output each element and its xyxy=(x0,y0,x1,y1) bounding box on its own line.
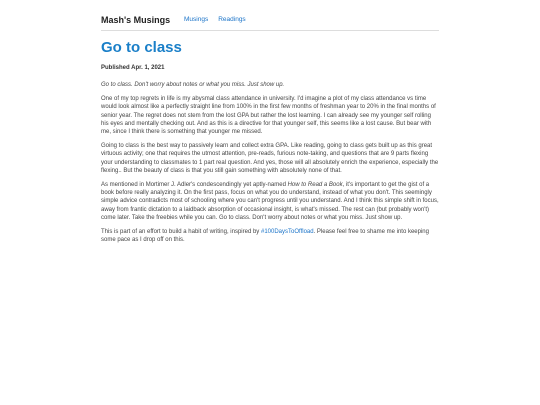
paragraph-4-text-a: This is part of an effort to build a habit of writing, inspired by xyxy=(101,229,261,236)
published-date: Published Apr. 1, 2021 xyxy=(101,65,165,71)
paragraph-1: One of my top regrets in life is my abysmal class attendance in university. I'd imagine a plot of my class attendance vs time would look almost like a perfectly straight line from 100% in the first few months of freshman year to 20% in the final months of senior year. The regret does not stem from the lost GPA but rather the lost learning. I can already see my younger self rolling his eyes and mentally checking out. And as this is a directive for that younger self, this seems like a lost cause. But bear with me, since I think there is something that younger me missed. xyxy=(101,96,436,136)
site-header xyxy=(101,0,439,31)
post-lede: Go to class. Don't worry about notes or what you miss. Just show up. xyxy=(101,82,285,88)
hashtag-link[interactable]: #100DaysToOffload xyxy=(260,229,314,236)
nav-link-musings[interactable]: Musings xyxy=(184,16,209,23)
paragraph-4 xyxy=(101,228,439,244)
page-container xyxy=(101,0,439,244)
site-title[interactable]: Mash's Musings xyxy=(101,15,171,25)
paragraph-3 xyxy=(101,181,439,222)
main-nav xyxy=(184,16,246,23)
paragraph-3-text-b: , it's important to get the gist of a book before really analyzing it. On the first pass, focus on what you do understand, instead of what you don't. This seemingly simple advice contradicts most of schooling where you can't progress until you understand. And I think this simple shift in focus, away from frantic dictation to a laidback absorption of occasional insight, is what's missed. The rest can (but probably won't) come later. Take the freebies while you can. Go to class. Don't worry about notes or what you miss. Just show up. xyxy=(101,182,439,221)
nav-link-readings[interactable]: Readings xyxy=(218,16,246,23)
paragraph-3-text-a: As mentioned in Mortimer J. Adler's condescendingly yet aptly-named xyxy=(101,182,288,189)
book-title: How to Read a Book xyxy=(287,182,343,189)
paragraph-4-text-b: . Please feel free to shame me into keeping some pace as I drop off on this. xyxy=(101,229,429,244)
post-title: Go to class xyxy=(101,39,182,56)
paragraph-2: Going to class is the best way to passively learn and collect extra GPA. Like reading, going to class gets built up as this great virtuous activity; one that requires the utmost attention, pre-reads, furious note-taking, and questions that are 9 parts flexing your understanding to classmates to 1 part real question. And yes, those will all absolutely enrich the experience, especially the flexing.. But the beauty of class is that you still gain something with absolutely none of that. xyxy=(101,143,439,174)
post-body xyxy=(101,81,439,250)
